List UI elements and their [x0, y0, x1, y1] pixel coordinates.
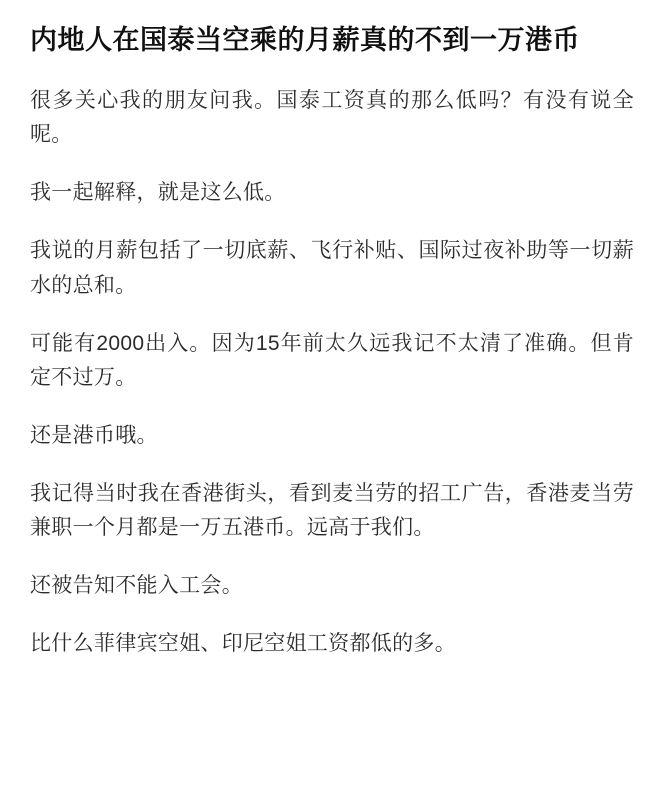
paragraph: 我说的月薪包括了一切底薪、飞行补贴、国际过夜补助等一切薪水的总和。 — [30, 239, 634, 297]
paragraph: 还被告知不能入工会。 — [30, 573, 243, 597]
paragraph: 可能有2000出入。因为15年前太久远我记不太清了准确。但肯定不过万。 — [30, 331, 634, 389]
paragraph: 很多关心我的朋友问我。国泰工资真的那么低吗？有没有说全呢。 — [30, 89, 634, 147]
paragraph: 比什么菲律宾空姐、印尼空姐工资都低的多。 — [30, 631, 456, 655]
paragraph: 还是港币哦。 — [30, 423, 158, 447]
paragraph: 我记得当时我在香港街头，看到麦当劳的招工广告，香港麦当劳兼职一个月都是一万五港币。远高于我们。 — [30, 481, 634, 539]
article-body — [30, 84, 634, 660]
page-title: 内地人在国泰当空乘的月薪真的不到一万港币 — [30, 25, 580, 55]
paragraph: 我一起解释，就是这么低。 — [30, 181, 286, 205]
